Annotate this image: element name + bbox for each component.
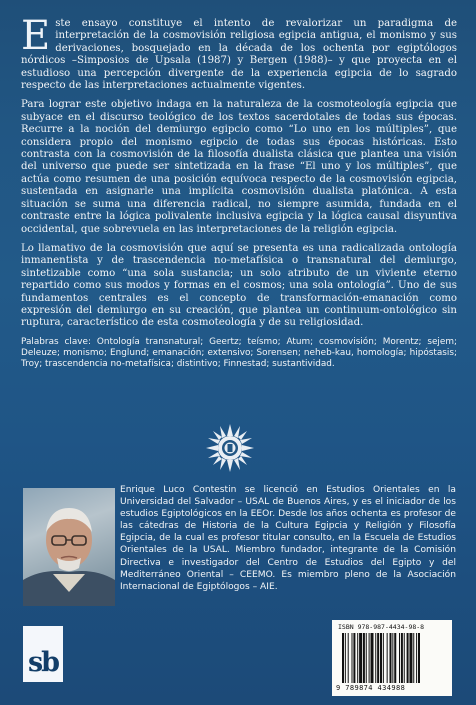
sunburst-seal-icon — [205, 423, 255, 473]
paragraph-1-text: ste ensayo constituye el intento de revalorizar un paradigma de interpretación de la cosmovisión religiosa egipcia antigua, el monismo y sus derivaciones, bosquejado en la década de los ochenta por egiptólogos nórdicos –Simposios de Upsala (1987) y Bergen (1988)– y que proyecta en el estudioso una percepción divergente de la experiencia egipcia de lo sagrado respecto de las interpretaciones actualmente vigentes. — [21, 18, 457, 92]
author-bio: Enrique Luco Contestin se licenció en Estudios Orientales en la Universidad del Salvador – USAL de Buenos Aires, y es el iniciador de los estudios Egiptológicos en la EEOr. Desde los años ochenta es profesor de las cátedras de Historia de la Cultura Egipcia y Religión y Filosofía Egipcia, de la cual es profesor titular consulto, en la Escuela de Estudios Orientales de la USAL. Miembro fundador, integrante de la Comisión Directiva e investigador del Centro de Estudios del Egipto y del Mediterráneo Oriental – CEEMO. Es miembro pleno de la Asociación Internacional de Egiptólogos – AIE. — [120, 485, 456, 592]
isbn-label: ISBN 978-987-4434-98-8 — [338, 623, 425, 631]
barcode-number: 9 789874 434988 — [336, 684, 406, 692]
keywords: Palabras clave: Ontología transnatural; Geertz; teísmo; Atum; cosmovisión; Morentz; sejem; Deleuze; monismo; Englund; emanación; extensivo; Sorensen; neheb-kau, homología; hipóstasis; Troy; trascendencia no-metafísica; distintivo; Finnestad; sustantividad. — [21, 336, 457, 369]
publisher-logo: sb — [23, 626, 63, 682]
paragraph-1 — [21, 13, 457, 92]
synopsis — [21, 13, 457, 377]
paragraph-2: Para lograr este objetivo indaga en la naturaleza de la cosmoteología egipcia que subyace en el discurso teológico de los textos sacerdotales de todas sus épocas. Recurre a la noción del demiurgo egipcio como “Lo uno en los múltiples”, que considera propio del monismo egipcio de todas sus épocas históricas. Esto contrasta con la cosmovisión de la filosofía dualista clásica que plantea una visión del universo que puede ser sintetizada en la frase “El uno y los múltiples”, que actúa como resumen de una posición equívoca respecto de la cosmovisión egipcia, sustentada en asignarle una implícita cosmovisión dualista platónica. A esta situación se suma una diferencia radical, no siempre asumida, fundada en el contraste entre la lógica polivalente inclusiva egipcia y la lógica causal disyuntiva occidental, que sobrevuela en las interpretaciones de la religión egipcia. — [21, 99, 457, 235]
barcode-bars — [342, 633, 442, 683]
drop-cap: E — [21, 13, 51, 59]
paragraph-3: Lo llamativo de la cosmovisión que aquí se presenta es una radicalizada ontología inmanentista y de trascendencia no-metafísica o transnatural del demiurgo, sintetizable como “una sola sustancia; un solo atributo de un viviente eterno repartido como sus modos y formas en el cosmos; una sola ontología”. Uno de sus fundamentos centrales es el concepto de transformación-emanación como expresión del demiurgo en su creación, que plantea un continuum-ontológico sin ruptura, característico de esta cosmoteología y de su religiosidad. — [21, 242, 457, 329]
author-photo — [23, 488, 115, 606]
barcode — [332, 620, 452, 696]
